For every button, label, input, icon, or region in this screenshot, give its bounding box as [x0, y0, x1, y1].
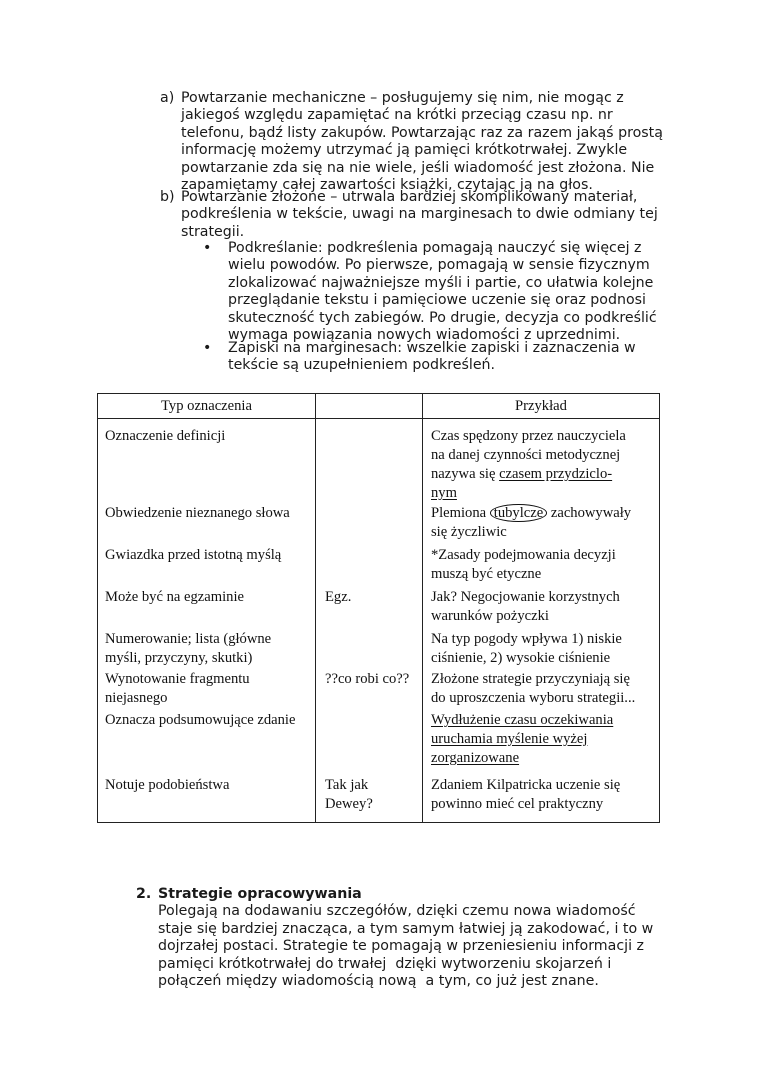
paragraph-line: strategii.	[181, 223, 245, 240]
cell-text: Tak jak	[325, 777, 369, 793]
list-marker-b: b)	[160, 189, 175, 205]
table-row-type	[105, 670, 250, 708]
table-row-example	[431, 711, 613, 768]
table-row-margin	[325, 670, 409, 689]
paragraph-line: dojrzałej postaci. Strategie te pomagają w przeniesieniu informacji z	[158, 938, 644, 955]
cell-text: zachowywały	[547, 505, 632, 521]
header-divider	[98, 418, 659, 419]
cell-text: ciśnienie, 2) wysokie ciśnienie	[431, 650, 611, 666]
cell-text: Dewey?	[325, 796, 373, 812]
paragraph-line: wielu powodów. Po pierwsze, pomagają w sensie fizycznym	[228, 257, 650, 274]
table-row-example	[431, 630, 622, 668]
cell-text	[431, 465, 626, 484]
cell-text: *Zasady podejmowania decyzji	[431, 547, 616, 563]
cell-text: Wynotowanie fragmentu	[105, 671, 250, 687]
paragraph-line: zlokalizować najważniejsze myśli i partie, co ułatwia kolejne	[228, 274, 654, 291]
cell-text: się życzliwic	[431, 524, 507, 540]
column-divider	[315, 394, 316, 822]
table-row-type	[105, 588, 244, 607]
underlined-summary: Wydłużenie czasu oczekiwania	[431, 712, 614, 728]
table-row-example	[431, 427, 626, 503]
paragraph-line: wymaga powiązania nowych wiadomości z uprzednimi.	[228, 327, 621, 344]
bullet-icon: •	[203, 340, 212, 356]
paragraph-line: połączeń między wiadomością nową a tym, co już jest znane.	[158, 973, 599, 990]
paragraph-line: Powtarzanie mechaniczne – posługujemy się nim, nie mogąc z	[181, 90, 624, 106]
cell-text: Czas spędzony przez nauczyciela	[431, 428, 626, 444]
cell-text: Zdaniem Kilpatricka uczenie się	[431, 777, 621, 793]
paragraph-line: Powtarzanie złożone – utrwala bardziej skomplikowany materiał,	[181, 189, 638, 205]
cell-text: Na typ pogody wpływa 1) niskie	[431, 631, 622, 647]
underlined-term: nym	[431, 485, 457, 501]
cell-text: Numerowanie; lista (główne	[105, 631, 272, 647]
table-row-margin	[325, 776, 373, 814]
cell-text	[431, 504, 631, 523]
underlined-summary: zorganizowane	[431, 750, 520, 766]
paragraph-line: powtarzanie zda się na nie wiele, jeśli wiadomość jest złożona. Nie	[181, 159, 655, 176]
table-row-example	[431, 546, 616, 584]
cell-text: Egz.	[325, 589, 352, 605]
table-row-example	[431, 776, 620, 814]
paragraph-line: skuteczność tych zabiegów. Po drugie, decyzja co podkreślić	[228, 309, 657, 326]
table-row-type	[105, 427, 225, 446]
table-row-type	[105, 504, 290, 523]
cell-text: Plemiona	[431, 505, 490, 521]
cell-text: Oznacza podsumowujące zdanie	[105, 712, 296, 728]
paragraph-line: staje się bardziej znacząca, a tym samym łatwiej ją zakodować, i to w	[158, 920, 654, 937]
table-row-type	[105, 630, 271, 668]
cell-text: powinno mieć cel praktyczny	[431, 796, 604, 812]
table-row-type	[105, 546, 281, 565]
cell-text: niejasnego	[105, 690, 168, 706]
table-row-example	[431, 504, 631, 542]
table-row-example	[431, 670, 635, 708]
cell-text: Obwiedzenie nieznanego słowa	[105, 505, 290, 521]
cell-text: Oznaczenie definicji	[105, 428, 226, 444]
paragraph-line: informację możemy utrzymać ją pamięci krótkotrwałej. Zwykle	[181, 142, 628, 159]
table-row-type	[105, 776, 229, 795]
bullet-icon: •	[203, 240, 212, 256]
paragraph-line: Podkreślanie: podkreślenia pomagają nauczyć się więcej z	[228, 240, 642, 256]
circled-word: tubylcze	[490, 504, 547, 522]
underlined-term: czasem przydziclo-	[499, 466, 613, 482]
cell-text: Może być na egzaminie	[105, 589, 244, 605]
section-number: 2.	[136, 886, 152, 902]
paragraph-line: podkreślenia w tekście, uwagi na marginesach to dwie odmiany tej	[181, 206, 658, 223]
cell-text: ??co robi co??	[325, 671, 410, 687]
cell-text: muszą być etyczne	[431, 566, 542, 582]
list-marker-a: a)	[160, 90, 175, 106]
cell-text: nazywa się	[431, 466, 500, 482]
cell-text: myśli, przyczyny, skutki)	[105, 650, 253, 666]
cell-text: warunków pożyczki	[431, 608, 549, 624]
paragraph-line: pamięci krótkotrwałej do trwałej dzięki wytworzeniu skojarzeń i	[158, 955, 612, 972]
paragraph-line: zapamiętamy całej zawartości książki, czytając ją na głos.	[181, 177, 593, 194]
cell-text: na danej czynności metodycznej	[431, 447, 621, 463]
paragraph-line: telefonu, bądź listy zakupów. Powtarzając raz za razem jakąś prostą	[181, 124, 663, 141]
paragraph-line: jakiegoś względu zapamiętać na krótki przeciąg czasu np. nr	[181, 107, 613, 124]
annotation-table	[97, 393, 660, 823]
section-heading: Strategie opracowywania	[158, 886, 362, 902]
paragraph-line: tekście są uzupełnieniem podkreśleń.	[228, 357, 496, 374]
table-row-example	[431, 588, 620, 626]
cell-text: Jak? Negocjowanie korzystnych	[431, 589, 620, 605]
table-row-type	[105, 711, 295, 730]
header-przyklad: Przykład	[515, 398, 567, 414]
underlined-summary: uruchamia myślenie wyżej	[431, 731, 588, 747]
paragraph-line: Zapiski na marginesach: wszelkie zapiski i zaznaczenia w	[228, 340, 636, 356]
header-typ-oznaczenia: Typ oznaczenia	[161, 398, 252, 414]
table-row-margin	[325, 588, 351, 607]
cell-text: Notuje podobieństwa	[105, 777, 230, 793]
paragraph-line: przeglądanie tekstu i pamięciowe uczenie się oraz podnosi	[228, 292, 646, 309]
cell-text: Złożone strategie przyczyniają się	[431, 671, 630, 687]
paragraph-line: Polegają na dodawaniu szczegółów, dzięki czemu nowa wiadomość	[158, 903, 636, 920]
cell-text: Gwiazdka przed istotną myślą	[105, 547, 282, 563]
cell-text: do uproszczenia wyboru strategii...	[431, 690, 636, 706]
column-divider	[422, 394, 423, 822]
